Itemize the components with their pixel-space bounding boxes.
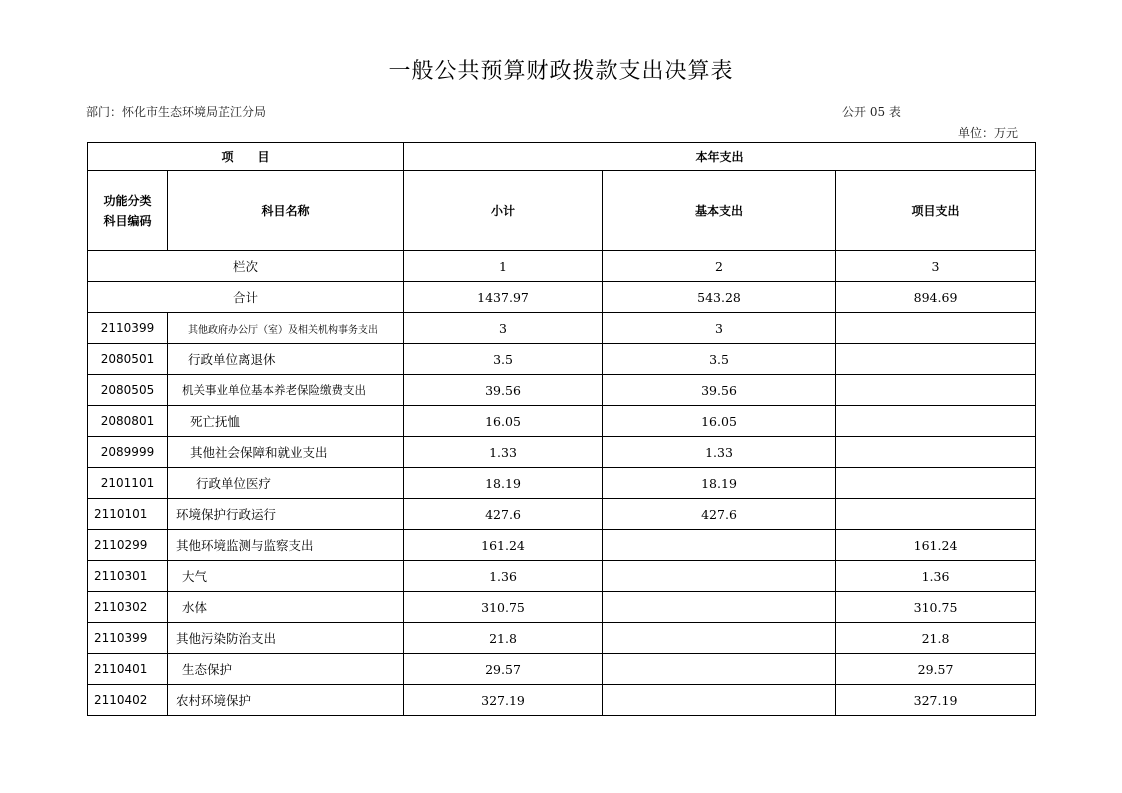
row-project: 327.19 (836, 685, 1036, 716)
row-code: 2110402 (88, 685, 168, 716)
total-subtotal: 1437.97 (404, 282, 603, 313)
row-project: 1.36 (836, 561, 1036, 592)
table-row (88, 437, 1036, 468)
row-subtotal: 18.19 (404, 468, 603, 499)
row-subtotal: 1.33 (404, 437, 603, 468)
row-basic (603, 530, 836, 561)
row-subtotal: 427.6 (404, 499, 603, 530)
row-project: 310.75 (836, 592, 1036, 623)
table-row (88, 530, 1036, 561)
row-basic (603, 685, 836, 716)
table-row (88, 406, 1036, 437)
table-row (88, 344, 1036, 375)
column-2: 2 (603, 251, 836, 282)
row-basic: 39.56 (603, 375, 836, 406)
row-project (836, 406, 1036, 437)
total-project: 894.69 (836, 282, 1036, 313)
row-project (836, 313, 1036, 344)
row-code: 2080505 (88, 375, 168, 406)
row-subtotal: 21.8 (404, 623, 603, 654)
row-subtotal: 327.19 (404, 685, 603, 716)
table-row (88, 499, 1036, 530)
table-row (88, 313, 1036, 344)
row-subtotal: 29.57 (404, 654, 603, 685)
total-basic: 543.28 (603, 282, 836, 313)
header-func-code-line1: 功能分类 (103, 193, 152, 208)
row-name: 环境保护行政运行 (168, 499, 404, 530)
row-project (836, 437, 1036, 468)
header-func-code (88, 171, 168, 251)
row-code: 2110299 (88, 530, 168, 561)
row-name: 其他社会保障和就业支出 (168, 437, 404, 468)
total-label: 合计 (88, 282, 404, 313)
header-subtotal: 小计 (404, 171, 603, 251)
header-subject-name: 科目名称 (168, 171, 404, 251)
row-project: 21.8 (836, 623, 1036, 654)
row-basic: 18.19 (603, 468, 836, 499)
row-code: 2110399 (88, 623, 168, 654)
row-code: 2110301 (88, 561, 168, 592)
row-project (836, 375, 1036, 406)
row-name: 行政单位离退休 (168, 344, 404, 375)
table-row (88, 468, 1036, 499)
column-label: 栏次 (88, 251, 404, 282)
row-subtotal: 3.5 (404, 344, 603, 375)
row-basic (603, 592, 836, 623)
row-subtotal: 3 (404, 313, 603, 344)
header-item: 项 目 (88, 143, 404, 171)
row-project (836, 468, 1036, 499)
row-project: 29.57 (836, 654, 1036, 685)
header-current-year: 本年支出 (404, 143, 1036, 171)
row-name: 其他污染防治支出 (168, 623, 404, 654)
row-code: 2080801 (88, 406, 168, 437)
row-basic (603, 623, 836, 654)
table-row (88, 685, 1036, 716)
row-basic: 427.6 (603, 499, 836, 530)
row-project: 161.24 (836, 530, 1036, 561)
row-subtotal: 161.24 (404, 530, 603, 561)
total-row (88, 282, 1036, 313)
row-subtotal: 1.36 (404, 561, 603, 592)
row-name: 其他环境监测与监察支出 (168, 530, 404, 561)
header-project: 项目支出 (836, 171, 1036, 251)
row-subtotal: 16.05 (404, 406, 603, 437)
table-row (88, 561, 1036, 592)
unit-label: 单位：万元 (958, 126, 1019, 140)
row-basic (603, 654, 836, 685)
header-basic: 基本支出 (603, 171, 836, 251)
row-basic: 1.33 (603, 437, 836, 468)
header-row-2 (88, 171, 1036, 251)
row-name: 生态保护 (168, 654, 404, 685)
row-basic: 3.5 (603, 344, 836, 375)
row-subtotal: 39.56 (404, 375, 603, 406)
row-name: 其他政府办公厅（室）及相关机构事务支出 (168, 313, 404, 344)
header-func-code-line2: 科目编码 (103, 213, 152, 228)
table-row (88, 623, 1036, 654)
row-code: 2089999 (88, 437, 168, 468)
row-name: 行政单位医疗 (168, 468, 404, 499)
column-1: 1 (404, 251, 603, 282)
header-row-1 (88, 143, 1036, 171)
column-3: 3 (836, 251, 1036, 282)
row-basic (603, 561, 836, 592)
column-number-row (88, 251, 1036, 282)
page-title: 一般公共预算财政拨款支出决算表 (388, 59, 734, 84)
row-code: 2101101 (88, 468, 168, 499)
table-row (88, 654, 1036, 685)
row-code: 2110401 (88, 654, 168, 685)
department-label: 部门：怀化市生态环境局芷江分局 (86, 105, 267, 119)
table-row (88, 592, 1036, 623)
row-code: 2110399 (88, 313, 168, 344)
row-basic: 16.05 (603, 406, 836, 437)
budget-table (87, 142, 1036, 716)
row-code: 2110302 (88, 592, 168, 623)
row-name: 死亡抚恤 (168, 406, 404, 437)
form-number: 公开 05 表 (842, 105, 901, 119)
row-name: 农村环境保护 (168, 685, 404, 716)
row-subtotal: 310.75 (404, 592, 603, 623)
row-code: 2080501 (88, 344, 168, 375)
row-code: 2110101 (88, 499, 168, 530)
row-project (836, 344, 1036, 375)
row-name: 机关事业单位基本养老保险缴费支出 (168, 375, 404, 406)
row-basic: 3 (603, 313, 836, 344)
table-row (88, 375, 1036, 406)
row-name: 水体 (168, 592, 404, 623)
row-name: 大气 (168, 561, 404, 592)
row-project (836, 499, 1036, 530)
